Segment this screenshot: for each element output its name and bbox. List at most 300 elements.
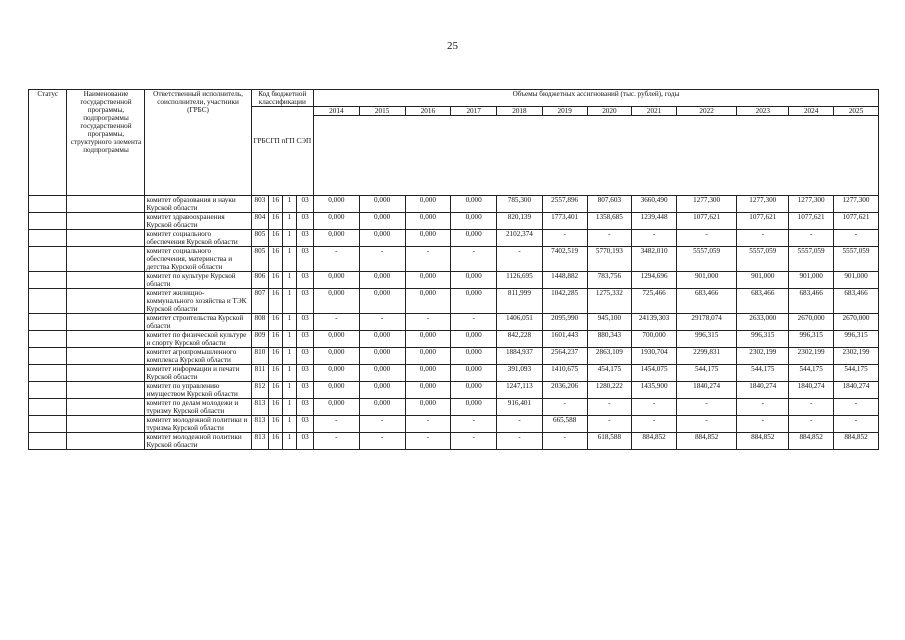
value-cell: 1454,075 <box>632 365 677 382</box>
status-cell <box>29 289 67 314</box>
value-cell: 683,466 <box>834 289 879 314</box>
value-cell: - <box>676 230 736 247</box>
value-cell: 1277,300 <box>789 196 834 213</box>
value-cell: 1042,285 <box>542 289 587 314</box>
value-cell: - <box>632 416 677 433</box>
value-cell: 1435,900 <box>632 382 677 399</box>
code-col-grbs: ГРБС <box>253 137 271 145</box>
executor-cell: комитет молодежной политики и туризма Курской области <box>145 416 251 433</box>
value-cell: 901,000 <box>834 272 879 289</box>
value-cell: 0,000 <box>313 230 359 247</box>
executor-cell: комитет информации и печати Курской области <box>145 365 251 382</box>
code-cell: 1 <box>282 314 297 331</box>
value-cell: - <box>632 230 677 247</box>
year-header: 2021 <box>632 107 677 116</box>
value-cell: - <box>359 314 405 331</box>
code-cell: 1 <box>282 213 297 230</box>
budget-table <box>28 89 879 450</box>
code-cell: 810 <box>251 348 269 365</box>
value-cell: - <box>359 433 405 450</box>
code-cell: 16 <box>269 382 283 399</box>
value-cell: - <box>834 416 879 433</box>
executor-cell: комитет по делам молодежи и туризму Курской области <box>145 399 251 416</box>
name-cell <box>67 196 145 213</box>
executor-cell: комитет строительства Курской области <box>145 314 251 331</box>
value-cell: 24139,303 <box>632 314 677 331</box>
value-cell: 2564,237 <box>542 348 587 365</box>
value-cell: 0,000 <box>313 289 359 314</box>
value-cell: - <box>737 416 789 433</box>
value-cell: 5770,193 <box>587 247 632 272</box>
value-cell: 0,000 <box>359 272 405 289</box>
value-cell: 618,588 <box>587 433 632 450</box>
page-number: 25 <box>447 40 458 52</box>
value-cell: 884,852 <box>676 433 736 450</box>
value-cell: 916,401 <box>497 399 543 416</box>
executor-cell: комитет агропромышленного комплекса Курской области <box>145 348 251 365</box>
value-cell: 1840,274 <box>789 382 834 399</box>
value-cell: 0,000 <box>451 399 497 416</box>
value-cell: 901,000 <box>737 272 789 289</box>
budget-code-header: Код бюджетной классификации <box>251 90 313 107</box>
value-cell: 0,000 <box>405 230 451 247</box>
value-cell: - <box>834 399 879 416</box>
value-cell: 884,852 <box>737 433 789 450</box>
value-cell: - <box>313 416 359 433</box>
value-cell: 1239,448 <box>632 213 677 230</box>
status-cell <box>29 196 67 213</box>
value-cell: 5557,059 <box>834 247 879 272</box>
value-cell: 1358,685 <box>587 213 632 230</box>
code-cell: 1 <box>282 399 297 416</box>
value-cell: 7402,519 <box>542 247 587 272</box>
code-cell: 03 <box>297 289 314 314</box>
value-cell: 1406,051 <box>497 314 543 331</box>
code-cell: 16 <box>269 230 283 247</box>
value-cell: 901,000 <box>676 272 736 289</box>
value-cell: 391,093 <box>497 365 543 382</box>
executor-cell: комитет по физической культуре и спорту Курской области <box>145 331 251 348</box>
code-cell: 811 <box>251 365 269 382</box>
value-cell: 2863,109 <box>587 348 632 365</box>
code-cell: 1 <box>282 196 297 213</box>
code-cell: 1 <box>282 272 297 289</box>
value-cell: 2670,000 <box>834 314 879 331</box>
name-cell <box>67 416 145 433</box>
table-row <box>29 365 879 382</box>
table-row <box>29 314 879 331</box>
executor-cell: комитет образования и науки Курской области <box>145 196 251 213</box>
value-cell: 725,466 <box>632 289 677 314</box>
table-row <box>29 247 879 272</box>
year-header: 2014 <box>313 107 359 116</box>
code-cell: 16 <box>269 289 283 314</box>
value-cell: - <box>789 416 834 433</box>
value-cell: 1294,696 <box>632 272 677 289</box>
value-cell: 996,315 <box>834 331 879 348</box>
value-cell: - <box>359 247 405 272</box>
year-header: 2024 <box>789 107 834 116</box>
code-cell: 1 <box>282 382 297 399</box>
value-cell: 544,175 <box>676 365 736 382</box>
value-cell: 2557,896 <box>542 196 587 213</box>
value-cell: 0,000 <box>359 196 405 213</box>
code-cell: 03 <box>297 416 314 433</box>
value-cell: 2299,831 <box>676 348 736 365</box>
executor-cell: комитет жилищно-коммунального хозяйства и ТЭК Курской области <box>145 289 251 314</box>
name-cell <box>67 314 145 331</box>
code-col-gp: ГП <box>270 137 280 145</box>
value-cell: 3660,490 <box>632 196 677 213</box>
code-cell: 806 <box>251 272 269 289</box>
value-cell: - <box>451 433 497 450</box>
code-subheader <box>251 107 313 196</box>
code-cell: 16 <box>269 416 283 433</box>
code-cell: 1 <box>282 348 297 365</box>
value-cell: 2302,199 <box>834 348 879 365</box>
code-cell: 03 <box>297 365 314 382</box>
code-cell: 03 <box>297 272 314 289</box>
table-row <box>29 399 879 416</box>
name-cell <box>67 433 145 450</box>
value-cell: 0,000 <box>359 399 405 416</box>
value-cell: 1280,222 <box>587 382 632 399</box>
value-cell: 683,466 <box>737 289 789 314</box>
code-cell: 812 <box>251 382 269 399</box>
code-cell: 16 <box>269 213 283 230</box>
value-cell: 996,315 <box>789 331 834 348</box>
code-cell: 805 <box>251 247 269 272</box>
executor-cell: комитет по культуре Курской области <box>145 272 251 289</box>
value-cell: 0,000 <box>451 272 497 289</box>
code-cell: 03 <box>297 382 314 399</box>
value-cell: 2633,000 <box>737 314 789 331</box>
code-cell: 1 <box>282 365 297 382</box>
value-cell: - <box>676 416 736 433</box>
name-cell <box>67 382 145 399</box>
code-cell: 807 <box>251 289 269 314</box>
value-cell: - <box>451 314 497 331</box>
value-cell: 1773,401 <box>542 213 587 230</box>
code-cell: 16 <box>269 348 283 365</box>
code-cell: 805 <box>251 230 269 247</box>
value-cell: 0,000 <box>451 348 497 365</box>
value-cell: - <box>313 314 359 331</box>
value-cell: 1840,274 <box>834 382 879 399</box>
table-row <box>29 331 879 348</box>
value-cell: 1884,937 <box>497 348 543 365</box>
code-cell: 16 <box>269 247 283 272</box>
value-cell: 884,852 <box>632 433 677 450</box>
value-cell: - <box>587 416 632 433</box>
value-cell: 1275,332 <box>587 289 632 314</box>
value-cell: 842,228 <box>497 331 543 348</box>
volumes-header: Объемы бюджетных ассигнований (тыс. рублей), годы <box>313 90 878 107</box>
value-cell: 683,466 <box>676 289 736 314</box>
value-cell: 820,139 <box>497 213 543 230</box>
value-cell: - <box>313 247 359 272</box>
value-cell: 1277,300 <box>737 196 789 213</box>
code-cell: 1 <box>282 230 297 247</box>
value-cell: 0,000 <box>405 272 451 289</box>
code-col-sep: СЭП <box>296 137 312 145</box>
value-cell: 683,466 <box>789 289 834 314</box>
value-cell: 2102,374 <box>497 230 543 247</box>
value-cell: - <box>405 433 451 450</box>
status-cell <box>29 365 67 382</box>
value-cell: 880,343 <box>587 331 632 348</box>
value-cell: 544,175 <box>834 365 879 382</box>
value-cell: 2302,199 <box>789 348 834 365</box>
value-cell: - <box>405 247 451 272</box>
code-cell: 1 <box>282 416 297 433</box>
executor-cell: комитет молодежной политики Курской области <box>145 433 251 450</box>
value-cell: 1840,274 <box>737 382 789 399</box>
code-cell: 03 <box>297 433 314 450</box>
value-cell: 0,000 <box>313 382 359 399</box>
executor-cell: комитет социального обеспечения Курской области <box>145 230 251 247</box>
year-header: 2017 <box>451 107 497 116</box>
code-cell: 03 <box>297 213 314 230</box>
value-cell: 884,852 <box>789 433 834 450</box>
value-cell: 0,000 <box>405 331 451 348</box>
value-cell: 5557,059 <box>676 247 736 272</box>
code-cell: 813 <box>251 433 269 450</box>
code-cell: 16 <box>269 272 283 289</box>
value-cell: 0,000 <box>313 196 359 213</box>
code-cell: 16 <box>269 196 283 213</box>
value-cell: - <box>676 399 736 416</box>
value-cell: 1277,300 <box>834 196 879 213</box>
value-cell: 0,000 <box>313 348 359 365</box>
year-header: 2015 <box>359 107 405 116</box>
value-cell: 665,588 <box>542 416 587 433</box>
value-cell: 0,000 <box>313 365 359 382</box>
table-body <box>29 196 879 450</box>
value-cell: 0,000 <box>405 196 451 213</box>
code-cell: 1 <box>282 331 297 348</box>
value-cell: 1840,274 <box>676 382 736 399</box>
value-cell: 0,000 <box>405 213 451 230</box>
value-cell: - <box>313 433 359 450</box>
value-cell: 0,000 <box>405 382 451 399</box>
code-cell: 1 <box>282 247 297 272</box>
status-header: Статус <box>29 90 67 196</box>
status-cell <box>29 331 67 348</box>
status-cell <box>29 247 67 272</box>
value-cell: 0,000 <box>313 399 359 416</box>
value-cell: 0,000 <box>451 289 497 314</box>
value-cell: 884,852 <box>834 433 879 450</box>
name-cell <box>67 272 145 289</box>
value-cell: - <box>359 416 405 433</box>
table-row <box>29 289 879 314</box>
value-cell: 0,000 <box>359 382 405 399</box>
status-cell <box>29 213 67 230</box>
executor-cell: комитет по управлению имуществом Курской области <box>145 382 251 399</box>
value-cell: 1601,443 <box>542 331 587 348</box>
year-header: 2023 <box>737 107 789 116</box>
code-cell: 03 <box>297 399 314 416</box>
value-cell: 1077,621 <box>676 213 736 230</box>
name-cell <box>67 230 145 247</box>
code-cell: 03 <box>297 348 314 365</box>
year-header: 2020 <box>587 107 632 116</box>
value-cell: 1077,621 <box>789 213 834 230</box>
year-header: 2022 <box>676 107 736 116</box>
year-header: 2018 <box>497 107 543 116</box>
executor-cell: комитет социального обеспечения, материнства и детства Курской области <box>145 247 251 272</box>
value-cell: 2302,199 <box>737 348 789 365</box>
table-row <box>29 230 879 247</box>
value-cell: - <box>405 416 451 433</box>
code-cell: 1 <box>282 289 297 314</box>
name-cell <box>67 247 145 272</box>
code-cell: 03 <box>297 230 314 247</box>
code-cell: 03 <box>297 314 314 331</box>
value-cell: 0,000 <box>359 213 405 230</box>
value-cell: 901,000 <box>789 272 834 289</box>
value-cell: 0,000 <box>451 365 497 382</box>
table-row <box>29 416 879 433</box>
code-cell: 03 <box>297 331 314 348</box>
value-cell: 2036,206 <box>542 382 587 399</box>
value-cell: - <box>737 230 789 247</box>
table-row <box>29 213 879 230</box>
status-cell <box>29 433 67 450</box>
code-cell: 804 <box>251 213 269 230</box>
code-cell: 803 <box>251 196 269 213</box>
table-row <box>29 272 879 289</box>
code-cell: 16 <box>269 331 283 348</box>
name-cell <box>67 348 145 365</box>
value-cell: - <box>587 399 632 416</box>
value-cell: 5557,059 <box>789 247 834 272</box>
value-cell: 0,000 <box>359 230 405 247</box>
code-cell: 16 <box>269 399 283 416</box>
value-cell: 0,000 <box>451 213 497 230</box>
status-cell <box>29 272 67 289</box>
code-col-pgp: пГП <box>281 137 295 145</box>
name-header: Наименование государственной программы, подпрограммы государственной программы, структурного элемента подпрограммы <box>67 90 145 196</box>
value-cell: - <box>737 399 789 416</box>
value-cell: 0,000 <box>313 213 359 230</box>
year-header: 2025 <box>834 107 879 116</box>
year-header: 2016 <box>405 107 451 116</box>
value-cell: 3482,010 <box>632 247 677 272</box>
value-cell: - <box>542 433 587 450</box>
code-cell: 16 <box>269 365 283 382</box>
value-cell: 0,000 <box>405 348 451 365</box>
value-cell: 2095,990 <box>542 314 587 331</box>
value-cell: 1410,675 <box>542 365 587 382</box>
value-cell: 1126,695 <box>497 272 543 289</box>
value-cell: 2670,000 <box>789 314 834 331</box>
value-cell: - <box>497 433 543 450</box>
value-cell: 1077,621 <box>834 213 879 230</box>
value-cell: 0,000 <box>451 196 497 213</box>
value-cell: 0,000 <box>451 230 497 247</box>
value-cell: 700,000 <box>632 331 677 348</box>
value-cell: 1277,300 <box>676 196 736 213</box>
name-cell <box>67 399 145 416</box>
value-cell: - <box>405 314 451 331</box>
code-cell: 813 <box>251 399 269 416</box>
value-cell: 5557,059 <box>737 247 789 272</box>
value-cell: - <box>542 230 587 247</box>
value-cell: - <box>587 230 632 247</box>
name-cell <box>67 289 145 314</box>
code-cell: 809 <box>251 331 269 348</box>
value-cell: 785,300 <box>497 196 543 213</box>
status-cell <box>29 230 67 247</box>
code-cell: 16 <box>269 433 283 450</box>
value-cell: - <box>834 230 879 247</box>
value-cell: 783,756 <box>587 272 632 289</box>
value-cell: - <box>632 399 677 416</box>
value-cell: - <box>789 399 834 416</box>
code-cell: 16 <box>269 314 283 331</box>
value-cell: 0,000 <box>405 289 451 314</box>
value-cell: 544,175 <box>737 365 789 382</box>
years-spacer <box>313 116 878 196</box>
value-cell: 1930,704 <box>632 348 677 365</box>
value-cell: 1247,113 <box>497 382 543 399</box>
value-cell: 0,000 <box>405 365 451 382</box>
table-row <box>29 433 879 450</box>
table-row <box>29 196 879 213</box>
code-cell: 03 <box>297 196 314 213</box>
code-cell: 1 <box>282 433 297 450</box>
value-cell: 0,000 <box>313 331 359 348</box>
value-cell: 0,000 <box>405 399 451 416</box>
status-cell <box>29 416 67 433</box>
status-cell <box>29 399 67 416</box>
value-cell: 996,315 <box>737 331 789 348</box>
value-cell: 0,000 <box>359 289 405 314</box>
value-cell: 29178,074 <box>676 314 736 331</box>
value-cell: 0,000 <box>313 272 359 289</box>
value-cell: 1448,882 <box>542 272 587 289</box>
executor-cell: комитет здравоохранения Курской области <box>145 213 251 230</box>
value-cell: 996,315 <box>676 331 736 348</box>
value-cell: 807,603 <box>587 196 632 213</box>
value-cell: 1077,621 <box>737 213 789 230</box>
value-cell: - <box>542 399 587 416</box>
executor-header: Ответственный исполнитель, соисполнители, участники (ГРБС) <box>145 90 251 196</box>
value-cell: - <box>451 247 497 272</box>
value-cell: 544,175 <box>789 365 834 382</box>
table-row <box>29 348 879 365</box>
value-cell: 0,000 <box>451 382 497 399</box>
value-cell: 0,000 <box>451 331 497 348</box>
table-row <box>29 382 879 399</box>
status-cell <box>29 314 67 331</box>
name-cell <box>67 365 145 382</box>
year-header: 2019 <box>542 107 587 116</box>
status-cell <box>29 348 67 365</box>
value-cell: 454,175 <box>587 365 632 382</box>
code-cell: 808 <box>251 314 269 331</box>
code-cell: 813 <box>251 416 269 433</box>
value-cell: - <box>451 416 497 433</box>
name-cell <box>67 213 145 230</box>
value-cell: - <box>497 247 543 272</box>
value-cell: 0,000 <box>359 348 405 365</box>
value-cell: 811,999 <box>497 289 543 314</box>
name-cell <box>67 331 145 348</box>
value-cell: - <box>789 230 834 247</box>
